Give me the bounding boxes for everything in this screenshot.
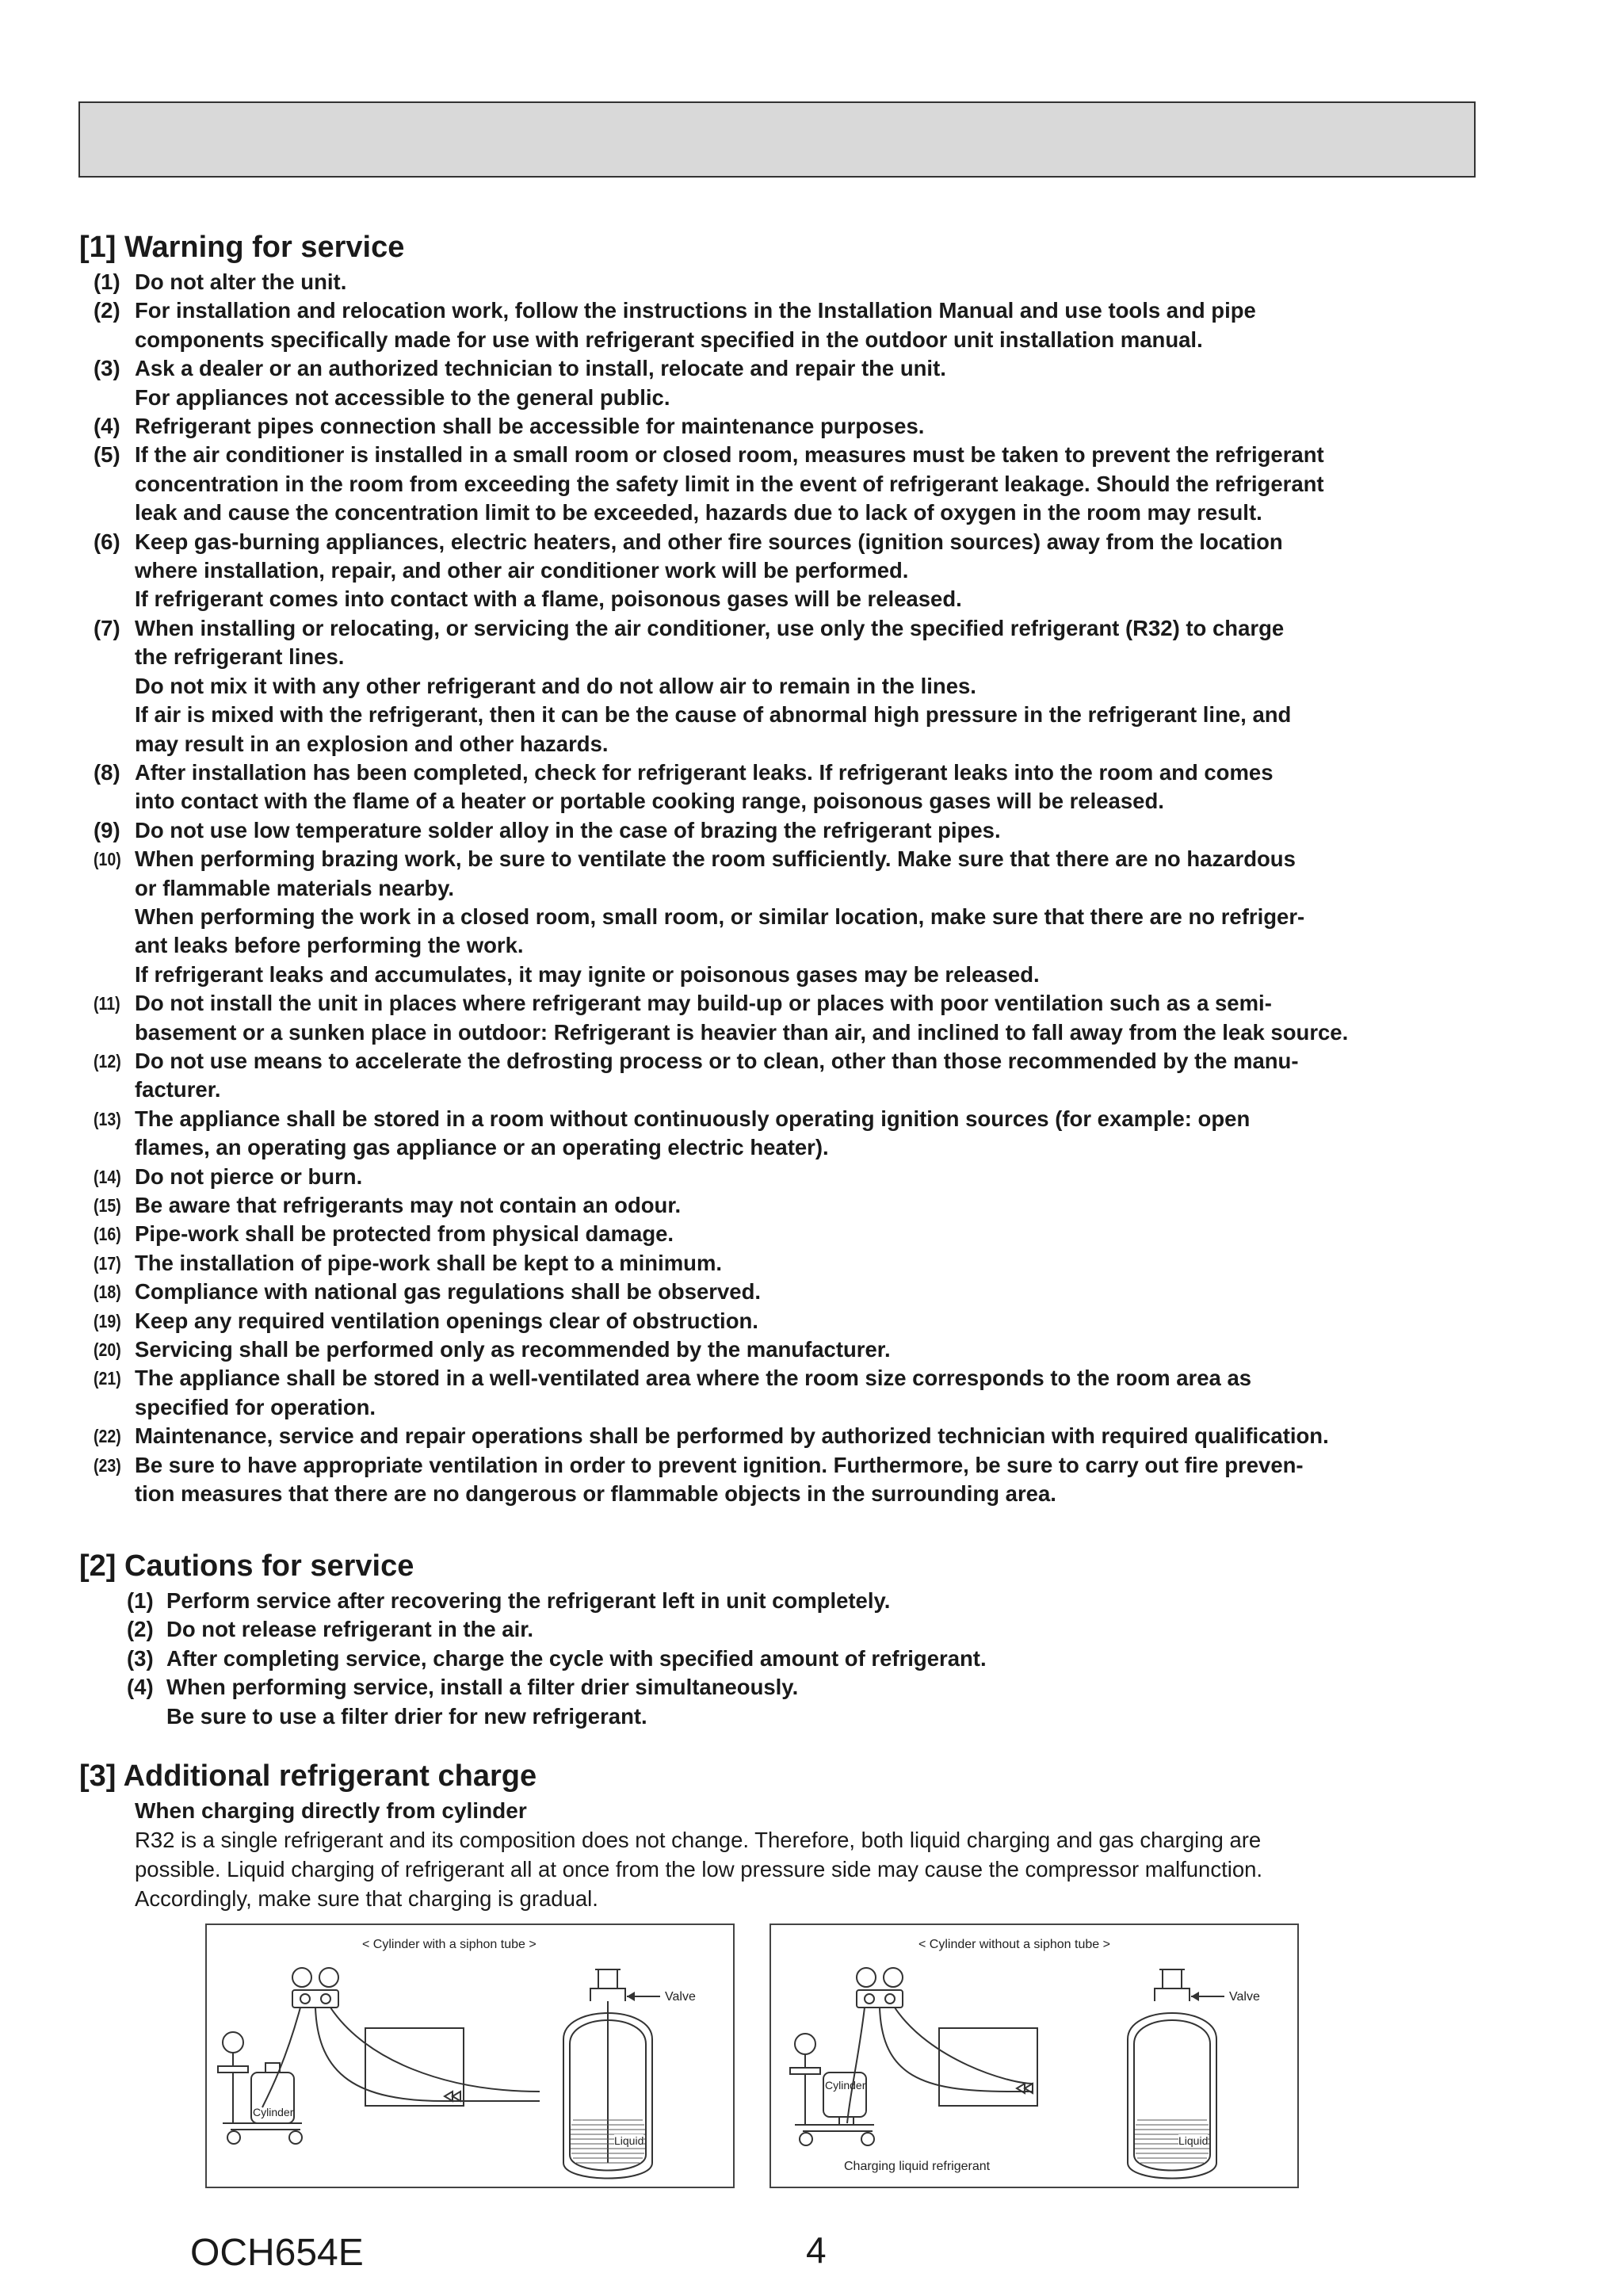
section-cautions-for-service [79,1549,1506,1731]
large-cylinder-icon [1134,2020,1210,2171]
section-additional-refrigerant-charge [79,1759,1506,1913]
cylinder-label: Cylinder [825,2079,866,2092]
siphon-diagram-svg [207,1925,736,2190]
list-item [79,1220,1506,1248]
list-item [79,1278,1506,1306]
item-line: facturer. [135,1077,221,1102]
list-item [79,816,1506,845]
item-line: Ask a dealer or an authorized technician to install, relocate and repair the unit. [135,356,946,381]
item-line: If the air conditioner is installed in a small room or closed room, measures must be taken to prevent the refrigerant [135,442,1324,468]
item-number: (1) [94,269,120,294]
liquid-label: Liquid [614,2134,644,2147]
body-paragraph [79,1825,1506,1913]
list-item [79,1587,1506,1615]
body-line: possible. Liquid charging of refrigerant all at once from the low pressure side may cause the compressor malfunction. [135,1857,1263,1881]
list-item [79,1163,1506,1191]
charging-label: Charging liquid refrigerant [844,2160,991,2173]
item-number: (8) [94,759,120,785]
list-item [79,1335,1506,1364]
item-number: (5) [94,442,120,468]
model-code: OCH654E [190,2232,364,2274]
item-number: (16) [94,1224,121,1245]
item-line: basement or a sunken place in outdoor: Refrigerant is heavier than air, and inclined to fall away from the leak source. [135,1019,1349,1045]
figure-cylinder-with-siphon [205,1924,735,2188]
item-line: Keep any required ventilation openings clear of obstruction. [135,1308,758,1333]
section-title: [1] Warning for service [79,231,405,264]
list-item [79,1364,1506,1422]
item-line: When installing or relocating, or servicing the air conditioner, use only the specified refrigerant (R32) to charge [135,615,1285,640]
list-item [79,441,1506,527]
item-number: (3) [94,356,120,381]
list-item [79,1673,1506,1731]
item-line: components specifically made for use with refrigerant specified in the outdoor unit installation manual. [135,327,1203,352]
item-number: (18) [94,1282,121,1303]
item-number: (15) [94,1195,121,1216]
item-line: Compliance with national gas regulations shall be observed. [135,1279,762,1305]
section-title: [2] Cautions for service [79,1549,414,1583]
list-item [79,354,1506,412]
item-line: Be sure to have appropriate ventilation in order to prevent ignition. Furthermore, be sure to carry out fire preven- [135,1452,1304,1477]
manifold-icon [292,1990,338,2008]
item-number: (3) [127,1645,154,1671]
item-number: (17) [94,1252,121,1274]
gauge-icon [319,1968,338,1987]
item-line: The installation of pipe-work shall be kept to a minimum. [135,1250,723,1275]
item-line: When performing the work in a closed room, small room, or similar location, make sure that there are no refriger- [135,904,1305,929]
item-number: (11) [94,993,120,1014]
item-line: After installation has been completed, check for refrigerant leaks. If refrigerant leaks into the room and comes [135,759,1274,785]
item-line: Do not install the unit in places where refrigerant may build-up or places with poor ventilation such as a semi- [135,991,1272,1016]
liquid-label: Liquid [1178,2134,1209,2147]
item-line: flames, an operating gas appliance or an operating electric heater). [135,1135,829,1160]
figure-caption: < Cylinder without a siphon tube > [918,1938,1110,1951]
item-line: If refrigerant comes into contact with a flame, poisonous gases will be released. [135,586,962,612]
item-line: Refrigerant pipes connection shall be accessible for maintenance purposes. [135,414,925,439]
item-number: (14) [94,1166,121,1187]
item-line: If air is mixed with the refrigerant, then it can be the cause of abnormal high pressure in the refrigerant line, and [135,702,1292,728]
item-number: (2) [127,1617,154,1642]
item-line: Do not alter the unit. [135,269,347,294]
list-item [79,845,1506,989]
item-number: (6) [94,529,120,554]
item-number: (7) [94,615,120,640]
item-line: Pipe-work shall be protected from physical damage. [135,1221,674,1247]
item-line: Do not use means to accelerate the defrosting process or to clean, other than those recommended by the manu- [135,1048,1299,1073]
page-number: 4 [806,2229,827,2271]
item-line: ant leaks before performing the work. [135,933,524,958]
item-line: or flammable materials nearby. [135,875,454,900]
item-line: the refrigerant lines. [135,644,345,670]
item-line: Be aware that refrigerants may not contain an odour. [135,1193,682,1217]
section-title: [3] Additional refrigerant charge [79,1759,537,1793]
list-item [79,268,1506,296]
item-line: Do not mix it with any other refrigerant and do not allow air to remain in the lines. [135,673,976,698]
item-line: For installation and relocation work, follow the instructions in the Installation Manual and use tools and pipe [135,298,1256,323]
list-item [79,1307,1506,1335]
manifold-icon [857,1990,903,2008]
item-line: Perform service after recovering the refrigerant left in unit completely. [166,1588,891,1613]
list-item [79,1047,1506,1105]
list-item [79,1645,1506,1673]
figure-cylinder-without-siphon [769,1924,1299,2188]
item-line: concentration in the room from exceeding the safety limit in the event of refrigerant leakage. Should the refrigerant [135,471,1324,496]
item-line: When performing service, install a filter drier simultaneously. [166,1675,799,1700]
list-item [79,1615,1506,1644]
cautions-list [79,1587,1506,1731]
item-number: (9) [94,817,120,842]
item-line: leak and cause the concentration limit to be exceeded, hazards due to lack of oxygen in the room may result. [135,500,1262,525]
list-item [79,758,1506,816]
item-line: For appliances not accessible to the general public. [135,384,670,410]
item-number: (2) [94,298,120,323]
gauge-icon [857,1968,876,1987]
item-number: (22) [94,1426,121,1447]
item-line: specified for operation. [135,1394,376,1419]
item-number: (1) [127,1588,154,1613]
valve-label: Valve [1229,1990,1260,2004]
figure-caption: < Cylinder with a siphon tube > [362,1938,537,1951]
list-item [79,528,1506,614]
list-item [79,1105,1506,1163]
item-number: (13) [94,1108,121,1129]
item-number: (4) [127,1675,154,1700]
list-item [79,1191,1506,1220]
list-item [79,1249,1506,1278]
item-number: (19) [94,1310,121,1331]
item-number: (4) [94,414,120,439]
item-line: Keep gas-burning appliances, electric heaters, and other fire sources (ignition sources) away from the location [135,529,1283,554]
item-line: If refrigerant leaks and accumulates, it may ignite or poisonous gases may be released. [135,961,1040,987]
list-item [79,1422,1506,1450]
warning-list [79,268,1506,1508]
item-line: Be sure to use a filter drier for new refrigerant. [166,1703,647,1729]
item-number: (21) [94,1368,121,1389]
valve-label: Valve [665,1990,696,2004]
item-number: (10) [94,849,121,870]
item-line: The appliance shall be stored in a well-ventilated area where the room size corresponds to the room area as [135,1366,1252,1391]
item-line: Maintenance, service and repair operations shall be performed by authorized technician with required qualification. [135,1423,1329,1449]
body-line: Accordingly, make sure that charging is gradual. [135,1886,598,1911]
item-number: (12) [94,1050,121,1072]
item-line: When performing brazing work, be sure to ventilate the room sufficiently. Make sure that there are no hazardous [135,846,1296,872]
item-line: Do not use low temperature solder alloy in the case of brazing the refrigerant pipes. [135,817,1001,842]
item-line: Do not release refrigerant in the air. [166,1617,534,1642]
item-line: After completing service, charge the cycle with specified amount of refrigerant. [166,1645,987,1671]
header-banner [78,101,1476,178]
list-item [79,614,1506,758]
item-line: where installation, repair, and other air conditioner work will be performed. [135,558,909,583]
list-item [79,1451,1506,1509]
list-item [79,296,1506,354]
list-item [79,989,1506,1047]
item-line: The appliance shall be stored in a room without continuously operating ignition sources (for example: open [135,1106,1251,1131]
list-item [79,412,1506,441]
section-warning-for-service [79,230,1506,1508]
cylinder-label: Cylinder [253,2106,294,2118]
item-line: into contact with the flame of a heater or portable cooking range, poisonous gases will be released. [135,789,1164,814]
gauge-icon [884,1968,903,1987]
item-line: tion measures that there are no dangerous or flammable objects in the surrounding area. [135,1481,1056,1507]
item-number: (20) [94,1339,121,1361]
item-line: may result in an explosion and other hazards. [135,731,609,756]
no-siphon-diagram-svg [771,1925,1300,2190]
item-number: (23) [94,1454,121,1476]
gauge-icon [292,1968,311,1987]
item-line: Do not pierce or burn. [135,1163,363,1189]
unit-box-icon [939,2028,1037,2106]
subheading: When charging directly from cylinder [135,1798,527,1823]
body-line: R32 is a single refrigerant and its composition does not change. Therefore, both liquid charging and gas charging are [135,1828,1262,1852]
item-line: Servicing shall be performed only as recommended by the manufacturer. [135,1337,891,1362]
